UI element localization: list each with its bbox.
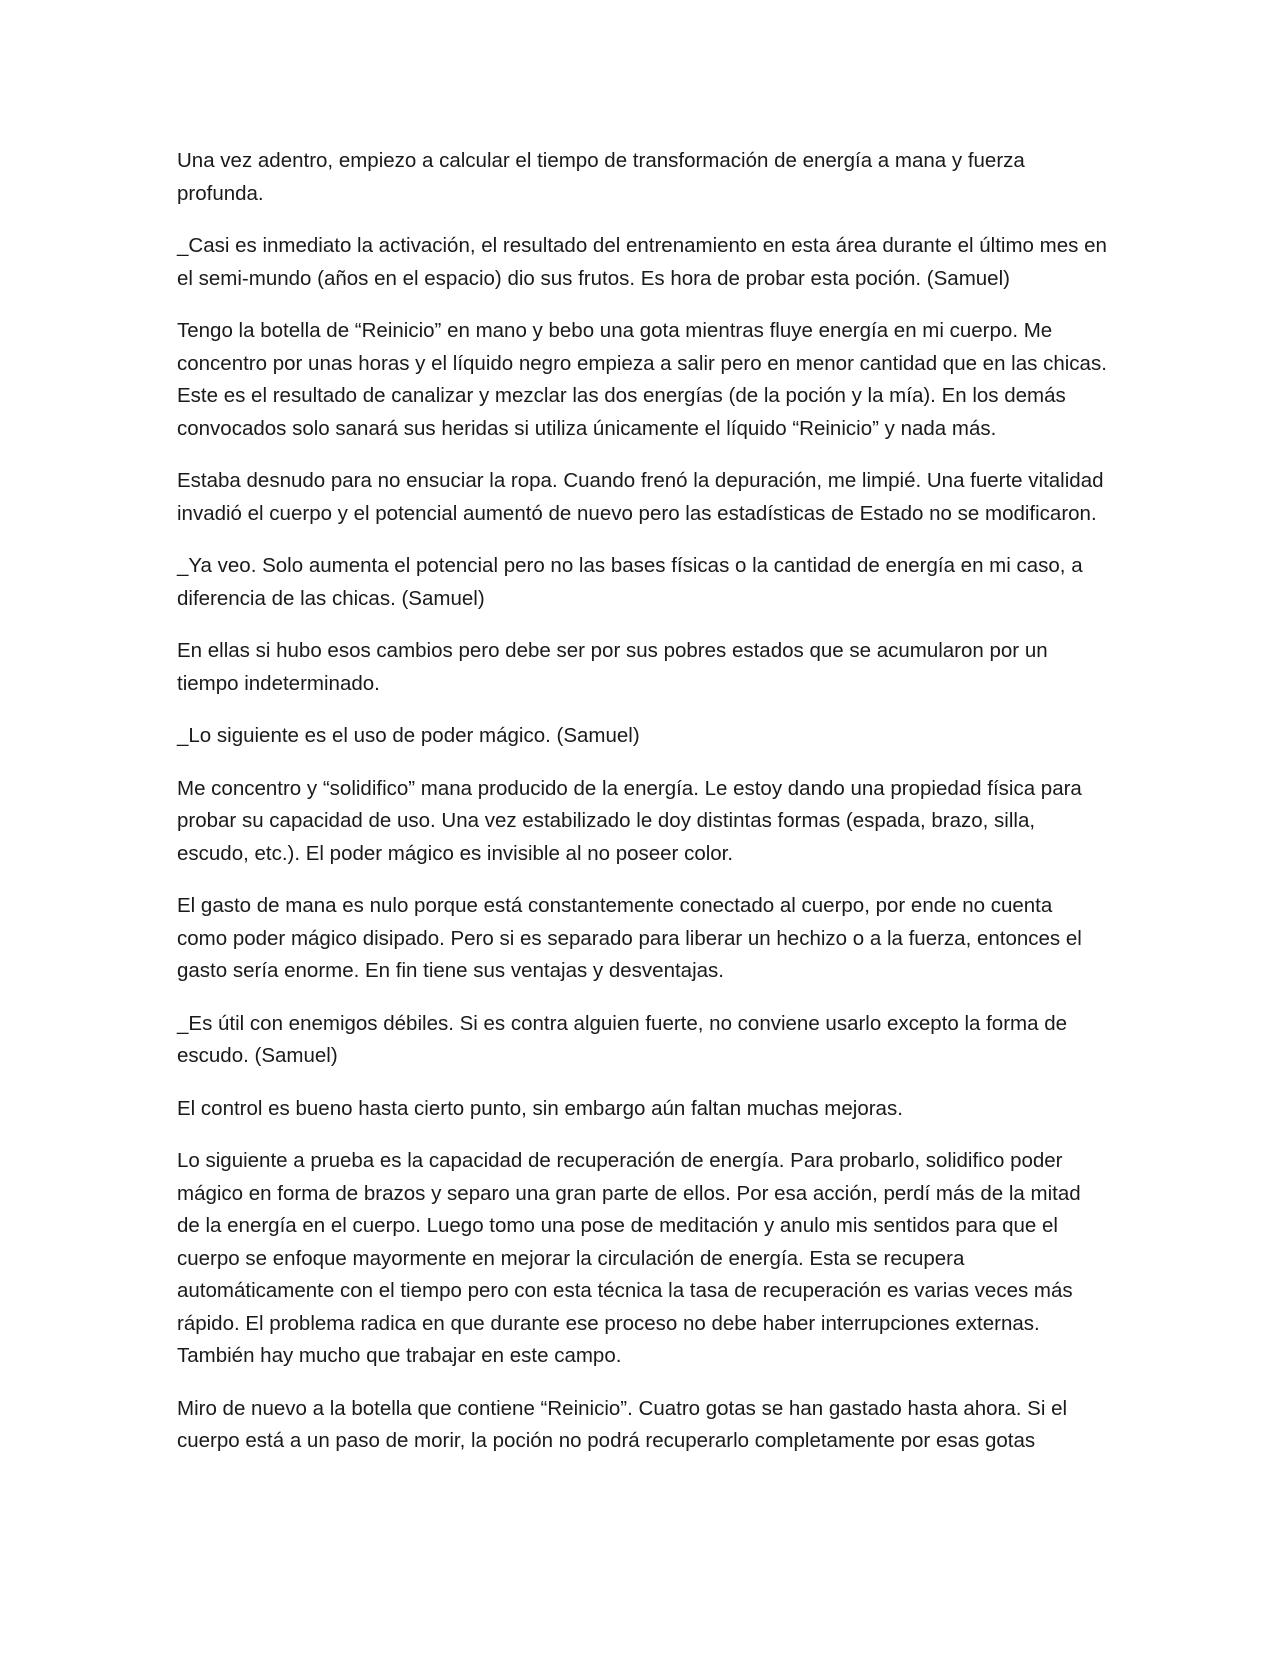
paragraph: _Casi es inmediato la activación, el resultado del entrenamiento en esta área durante el último mes en el semi-mundo (años en el espacio) dio sus frutos. Es hora de probar esta poción. (Samuel) (177, 234, 1107, 290)
paragraph: Miro de nuevo a la botella que contiene “Reinicio”. Cuatro gotas se han gastado hasta ahora. Si el cuerpo está a un paso de morir, la poción no podrá recuperarlo completamente por esas gotas (177, 1396, 1068, 1452)
paragraph: _Es útil con enemigos débiles. Si es contra alguien fuerte, no conviene usarlo excepto la forma de escudo. (Samuel) (177, 1011, 1067, 1067)
paragraph: Lo siguiente a prueba es la capacidad de recuperación de energía. Para probarlo, solidifico poder mágico en forma de brazos y separo una gran parte de ellos. Por esa acción, perdí más de la mitad de la energía en el cuerpo. Luego tomo una pose de meditación y anulo mis sentidos para que el cuerpo se enfoque mayormente en mejorar la circulación de energía. Esta se recupera automáticamente con el tiempo pero con esta técnica la tasa de recuperación es varias veces más rápido. El problema radica en que durante ese proceso no debe haber interrupciones externas. También hay mucho que trabajar en este campo. (177, 1149, 1081, 1367)
paragraph: El control es bueno hasta cierto punto, sin embargo aún faltan muchas mejoras. (177, 1096, 903, 1120)
paragraph: _Ya veo. Solo aumenta el potencial pero no las bases físicas o la cantidad de energía en mi caso, a diferencia de las chicas. (Samuel) (177, 554, 1083, 610)
paragraph: Una vez adentro, empiezo a calcular el tiempo de transformación de energía a mana y fuerza profunda. (177, 149, 1025, 205)
paragraph: El gasto de mana es nulo porque está constantemente conectado al cuerpo, por ende no cuenta como poder mágico disipado. Pero si es separado para liberar un hechizo o a la fuerza, entonces el gasto sería enorme. En fin tiene sus ventajas y desventajas. (177, 894, 1082, 982)
document-body (177, 145, 1107, 1478)
paragraph: _Lo siguiente es el uso de poder mágico. (Samuel) (177, 724, 640, 747)
paragraph: Me concentro y “solidifico” mana producido de la energía. Le estoy dando una propiedad física para probar su capacidad de uso. Una vez estabilizado le doy distintas formas (espada, brazo, silla, escudo, etc.). El poder mágico es invisible al no poseer color. (177, 776, 1082, 865)
paragraph: En ellas si hubo esos cambios pero debe ser por sus pobres estados que se acumularon por un tiempo indeterminado. (177, 639, 1048, 695)
paragraph: Tengo la botella de “Reinicio” en mano y bebo una gota mientras fluye energía en mi cuerpo. Me concentro por unas horas y el líquido negro empieza a salir pero en menor cantidad que en las chicas. Este es el resultado de canalizar y mezclar las dos energías (de la poción y la mía). En los demás convocados solo sanará sus heridas si utiliza únicamente el líquido “Reinicio” y nada más. (177, 319, 1107, 440)
paragraph: Estaba desnudo para no ensuciar la ropa. Cuando frenó la depuración, me limpié. Una fuerte vitalidad invadió el cuerpo y el potencial aumentó de nuevo pero las estadísticas de Estado no se modificaron. (177, 469, 1104, 525)
